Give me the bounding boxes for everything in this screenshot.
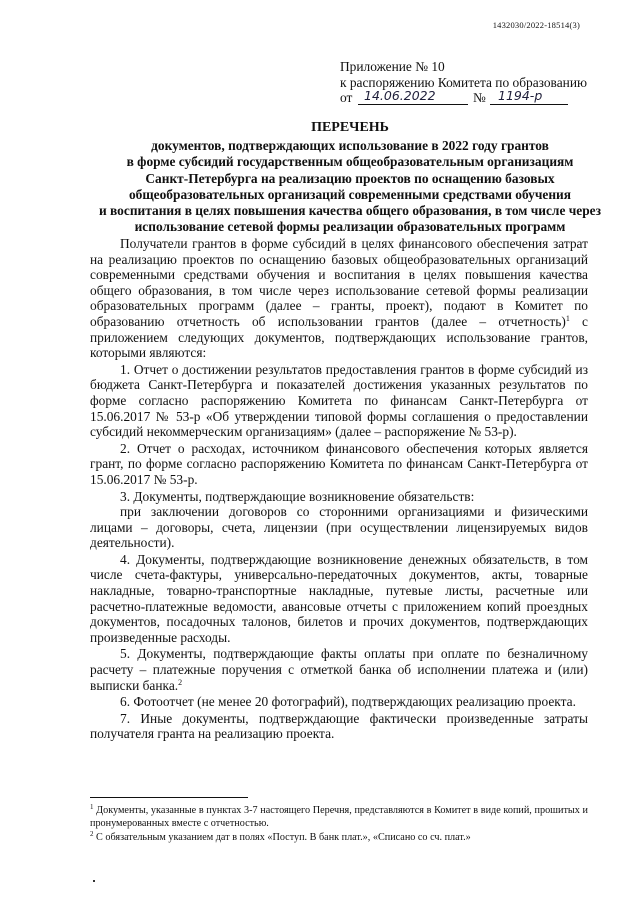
list-item-4: 4. Документы, подтверждающие возникновение денежных обязательств, в том числе счета-фактуры, универсально-передаточных документов, акты, товарные накладные, товарно-транспортные накладные, путевые листы, расчетные или расчетно-платежные ведомости, авансовые отчеты с приложением копий проездных документов, посадочных талонов, билетов и прочих документов, подтверждающих произведенные расходы.	[90, 551, 588, 645]
appendix-header	[340, 59, 587, 106]
footnote-ref: 2	[178, 677, 183, 687]
intro-paragraph	[90, 236, 588, 361]
list-item-7: 7. Иные документы, подтверждающие фактически произведенные затраты получателя гранта на реализацию проекта.	[90, 710, 588, 742]
footnote-divider	[90, 797, 248, 798]
footnote-mark: 1	[90, 803, 94, 811]
document-title	[80, 120, 620, 235]
title-line: и воспитания в целях повышения качества общего образования, в том числе через	[98, 203, 602, 219]
appendix-reference: к распоряжению Комитета по образованию	[340, 74, 587, 90]
appendix-title: Приложение № 10	[340, 59, 445, 74]
list-item-5-text: 5. Документы, подтверждающие факты оплаты при оплате по безналичному расчету – платежные поручения с отметкой банка об исполнении платежа и (или) выписки банка.	[90, 646, 588, 693]
title-line: использование сетевой формы реализации образовательных программ	[134, 219, 566, 235]
list-item-2: 2. Отчет о расходах, источником финансового обеспечения которых является грант, по форме согласно распоряжению Комитета по финансам Санкт-Петербурга от 15.06.2017 № 53-р.	[90, 440, 588, 487]
footnote-1-text: Документы, указанные в пунктах 3-7 настоящего Перечня, представляются в Комитет в виде копий, прошитых и пронумерованных вместе с отчетностью.	[90, 805, 588, 829]
handwritten-number: 1194-р	[498, 88, 543, 103]
intro-text: Получатели грантов в форме субсидий в целях финансового обеспечения затрат на реализацию проектов по оснащению базовых общеобразовательных организаций современными средствами обучения и воспитания в целях повышения качества общего образования, в том числе через использование сетевой формы реализации образовательных программ (далее – гранты, проект), подают в Комитет по образованию отчетность об использовании грантов (далее – отчетность)	[90, 236, 588, 329]
document-body	[90, 236, 588, 742]
appendix-date-line	[340, 90, 587, 106]
intro-text-continued: с приложением следующих документов, подтверждающих использование грантов, которыми являются:	[90, 313, 588, 361]
footnote-2-text: С обязательным указанием дат в полях «Поступ. В банк плат.», «Списано со сч. плат.»	[93, 832, 471, 843]
footnote-mark: 2	[90, 830, 94, 838]
footnote-1	[90, 804, 588, 830]
list-item-3-detail: при заключении договоров со сторонними организациями и физическими лицами – договоры, счета, лицензии (при осуществлении лицензируемых видов деятельности).	[90, 504, 588, 551]
list-item-1: 1. Отчет о достижении результатов предоставления грантов в форме субсидий из бюджета Санкт-Петербурга и показателей достижения указанных результатов по форме согласно распоряжению Комитета по финансам Санкт-Петербурга от 15.06.2017 № 53-р «Об утверждении типовой формы соглашения о предоставлении субсидий некоммерческим организациям» (далее – распоряжение № 53-р).	[90, 361, 588, 440]
list-item-5	[90, 646, 588, 693]
registration-number: 1432030/2022-18514(3)	[492, 20, 580, 30]
title-line: в форме субсидий государственным общеобразовательным организациям	[126, 154, 574, 170]
title-line: документов, подтверждающих использование в 2022 году грантов	[151, 138, 549, 154]
list-item-3: 3. Документы, подтверждающие возникновение обязательств:	[120, 488, 475, 504]
title-head: ПЕРЕЧЕНЬ	[311, 120, 389, 135]
footnote-2	[90, 831, 588, 844]
list-item-6: 6. Фотоотчет (не менее 20 фотографий), подтверждающих реализацию проекта.	[120, 694, 576, 710]
handwritten-date: 14.06.2022	[364, 88, 436, 103]
title-line: общеобразовательных организаций современными средствами обучения	[128, 186, 572, 202]
date-prefix: от	[340, 90, 353, 105]
footnote-ref: 1	[565, 313, 570, 323]
title-line: Санкт-Петербурга на реализацию проектов по оснащению базовых	[145, 170, 555, 186]
footnotes	[90, 804, 588, 845]
number-prefix: №	[473, 90, 486, 105]
scan-speck	[93, 880, 95, 882]
